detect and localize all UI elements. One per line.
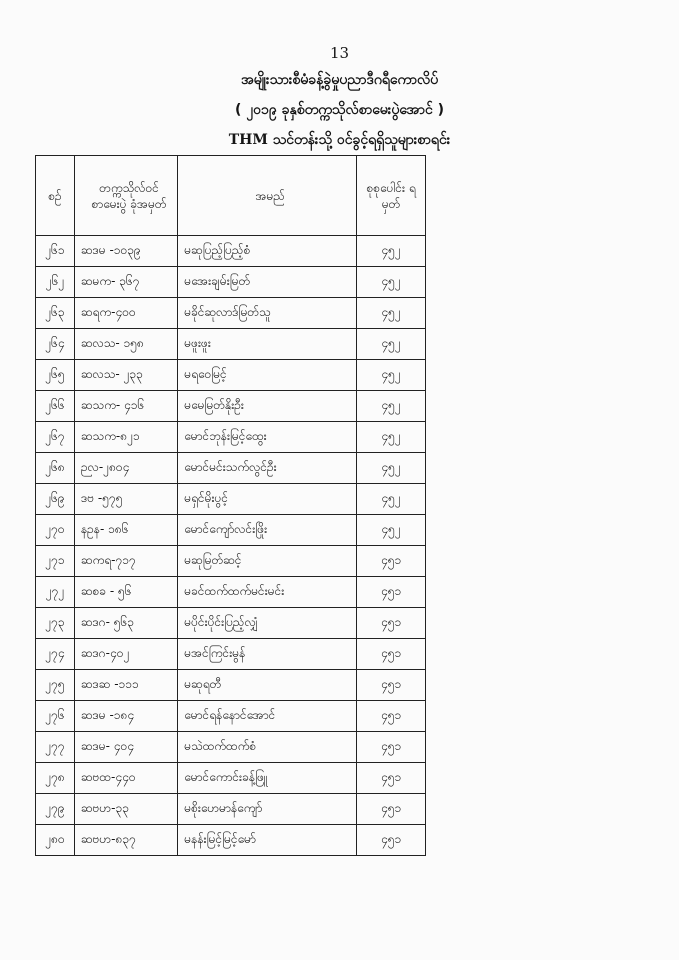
cell-serial: ၂၇၁ [36, 546, 75, 577]
cell-total-marks: ၄၅၂ [357, 236, 426, 267]
cell-roll-number: ဆသက- ၄၁၆ [74, 391, 177, 422]
table-row [36, 825, 426, 856]
table-header-row [36, 156, 426, 236]
cell-roll-number: ဆဗဟ-၈၃၇ [74, 825, 177, 856]
cell-roll-number: ဆဒမ -၁၈၄ [74, 701, 177, 732]
table-row [36, 298, 426, 329]
cell-total-marks: ၄၅၁ [357, 608, 426, 639]
table-body [36, 236, 426, 856]
header-total-marks: စုစုပေါင်း ရမှတ် [357, 156, 426, 236]
cell-name: မောင်ကောင်းခန့်ဖြူ [178, 763, 357, 794]
cell-name: မခိုင်ဆုလာဒ်မြတ်သူ [178, 298, 357, 329]
table-row [36, 484, 426, 515]
cell-roll-number: ဆသက-၈၂၁ [74, 422, 177, 453]
table-row [36, 732, 426, 763]
cell-roll-number: ဆလသ- ၂၃၃ [74, 360, 177, 391]
table-row [36, 577, 426, 608]
cell-roll-number: ဆဒမ -၁၀၃၉ [74, 236, 177, 267]
cell-serial: ၂၆၁ [36, 236, 75, 267]
cell-roll-number: ဆမက- ၃၆၇ [74, 267, 177, 298]
cell-total-marks: ၄၅၁ [357, 794, 426, 825]
table-row [36, 267, 426, 298]
cell-serial: ၂၇၃ [36, 608, 75, 639]
cell-name: မစိုးဟေမာန်ကျော် [178, 794, 357, 825]
cell-roll-number: ဆစခ - ၅၆ [74, 577, 177, 608]
table-row [36, 236, 426, 267]
cell-serial: ၂၆၈ [36, 453, 75, 484]
cell-name: မောင်မင်းသက်လွင်ဦး [178, 453, 357, 484]
cell-total-marks: ၄၅၂ [357, 360, 426, 391]
cell-roll-number: ဒဗ -၅၇၅ [74, 484, 177, 515]
cell-name: မရဝေမြင့် [178, 360, 357, 391]
table-row [36, 763, 426, 794]
table-row [36, 701, 426, 732]
cell-roll-number: ဉလ-၂၈၀၄ [74, 453, 177, 484]
cell-serial: ၂၇၇ [36, 732, 75, 763]
cell-roll-number: ဆဒဆ -၁၁၁ [74, 670, 177, 701]
page-number: 13 [329, 44, 350, 62]
table-row [36, 794, 426, 825]
cell-total-marks: ၄၅၁ [357, 732, 426, 763]
table-row [36, 608, 426, 639]
institution-title: အမျိုးသားစီမံခန့်ခွဲမှုပညာဒီဂရီကောလိပ် [240, 72, 439, 88]
cell-total-marks: ၄၅၂ [357, 453, 426, 484]
cell-roll-number: ဆရက-၄၀၀ [74, 298, 177, 329]
table-row [36, 360, 426, 391]
cell-serial: ၂၆၂ [36, 267, 75, 298]
cell-serial: ၂၆၃ [36, 298, 75, 329]
cell-name: မခင်ထက်ထက်မင်းမင်း [178, 577, 357, 608]
admission-list-table [35, 155, 426, 856]
cell-total-marks: ၄၅၂ [357, 267, 426, 298]
list-title: THM သင်တန်းသို့ ဝင်ခွင့်ရရှိသူများစာရင်း [228, 132, 451, 148]
cell-name: မအင်ကြင်းမွန် [178, 639, 357, 670]
table-row [36, 639, 426, 670]
cell-roll-number: ဆဒမ- ၄၀၄ [74, 732, 177, 763]
cell-name: မပိုင်းပိုင်းပြည့်လျှံ [178, 608, 357, 639]
cell-total-marks: ၄၅၂ [357, 329, 426, 360]
cell-name: မမေမြတ်နိုးဦး [178, 391, 357, 422]
cell-total-marks: ၄၅၁ [357, 825, 426, 856]
cell-roll-number: ဆဗထ-၄၄၀ [74, 763, 177, 794]
cell-total-marks: ၄၅၁ [357, 701, 426, 732]
table-row [36, 422, 426, 453]
cell-name: မဖူးဖူး [178, 329, 357, 360]
cell-serial: ၂၇၉ [36, 794, 75, 825]
cell-total-marks: ၄၅၂ [357, 484, 426, 515]
cell-total-marks: ၄၅၂ [357, 422, 426, 453]
header-serial: စဉ် [36, 156, 75, 236]
table-row [36, 391, 426, 422]
cell-roll-number: နဥန- ၁၈၆ [74, 515, 177, 546]
cell-name: မောင်ဘုန်းမြင့်ထွေး [178, 422, 357, 453]
cell-name: မောင်ကျော်လင်းဖြိုး [178, 515, 357, 546]
cell-serial: ၂၇၀ [36, 515, 75, 546]
cell-name: မအေးချမ်းမြတ် [178, 267, 357, 298]
exam-subtitle: ( ၂၀၁၉ ခုနှစ်တက္ကသိုလ်စာမေးပွဲအောင် ) [234, 102, 445, 118]
cell-serial: ၂၆၄ [36, 329, 75, 360]
cell-name: မနန်းမြင့်မြင့်မော် [178, 825, 357, 856]
cell-serial: ၂၈၀ [36, 825, 75, 856]
cell-name: မသဲထက်ထက်စံ [178, 732, 357, 763]
cell-serial: ၂၆၇ [36, 422, 75, 453]
cell-total-marks: ၄၅၁ [357, 670, 426, 701]
cell-serial: ၂၇၈ [36, 763, 75, 794]
cell-roll-number: ဆဒဂ- ၅၆၃ [74, 608, 177, 639]
cell-name: မဆုရတီ [178, 670, 357, 701]
table-row [36, 546, 426, 577]
table-row [36, 515, 426, 546]
cell-name: မဆုပြည့်ပြည့်စံ [178, 236, 357, 267]
cell-serial: ၂၆၅ [36, 360, 75, 391]
cell-name: မဆုမြတ်ဆင့် [178, 546, 357, 577]
cell-roll-number: ဆဒဂ-၄၀၂ [74, 639, 177, 670]
cell-roll-number: ဆလသ- ၁၅၈ [74, 329, 177, 360]
cell-total-marks: ၄၅၁ [357, 546, 426, 577]
cell-total-marks: ၄၅၁ [357, 577, 426, 608]
cell-total-marks: ၄၅၂ [357, 298, 426, 329]
cell-total-marks: ၄၅၁ [357, 763, 426, 794]
cell-serial: ၂၇၄ [36, 639, 75, 670]
table-row [36, 329, 426, 360]
cell-serial: ၂၇၅ [36, 670, 75, 701]
cell-total-marks: ၄၅၂ [357, 391, 426, 422]
cell-serial: ၂၇၂ [36, 577, 75, 608]
cell-total-marks: ၄၅၁ [357, 639, 426, 670]
cell-name: မရှင်မိုးပွင့် [178, 484, 357, 515]
cell-roll-number: ဆကရ-၇၁၇ [74, 546, 177, 577]
header-name: အမည် [178, 156, 357, 236]
cell-serial: ၂၇၆ [36, 701, 75, 732]
cell-serial: ၂၆၆ [36, 391, 75, 422]
cell-serial: ၂၆၉ [36, 484, 75, 515]
cell-name: မောင်ရန်နောင်အောင် [178, 701, 357, 732]
cell-total-marks: ၄၅၂ [357, 515, 426, 546]
header-roll-number: တက္ကသိုလ်ဝင် စာမေးပွဲ ခုံအမှတ် [74, 156, 177, 236]
cell-roll-number: ဆဗဟ-၃၃ [74, 794, 177, 825]
table-row [36, 453, 426, 484]
table-row [36, 670, 426, 701]
